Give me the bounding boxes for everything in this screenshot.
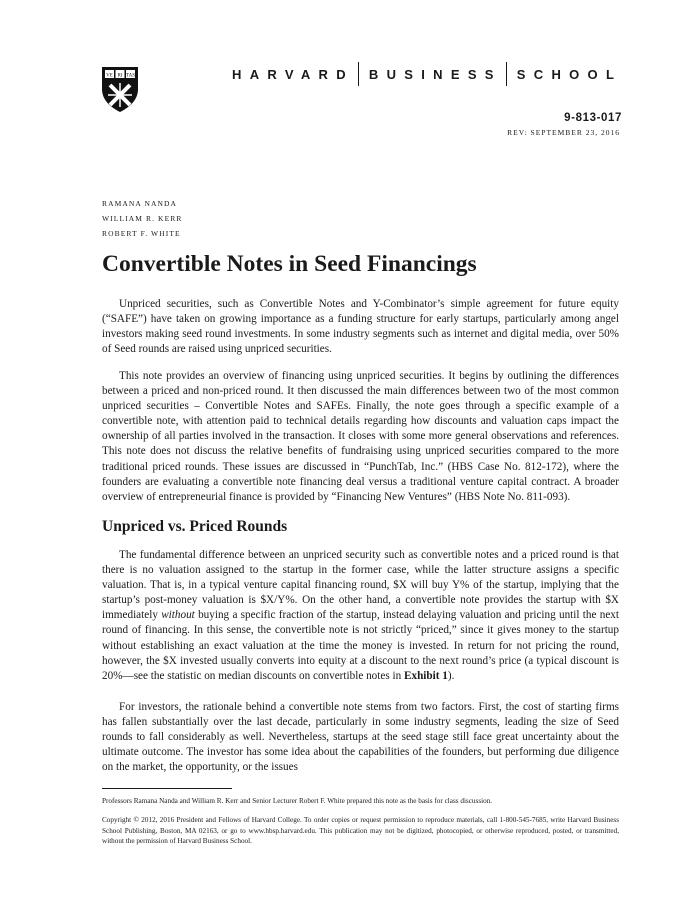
body-paragraph: Unpriced securities, such as Convertible Notes and Y-Combinator’s simple agreement for future equity (“SAFE”) have taken on growing importance as a funding structure for early startups, particularly among angel investors making seed round investments. In some industry segments such as internet and digital media, over 50% of Seed rounds are raised using unpriced securities. <box>102 298 619 356</box>
emphasis-text: without <box>161 609 195 622</box>
svg-text:RI: RI <box>117 73 123 79</box>
wordmark-divider <box>358 62 359 86</box>
paragraph-text: ). <box>447 669 455 682</box>
body-paragraph <box>102 548 619 684</box>
wordmark-harvard: HARVARD <box>232 66 354 82</box>
body-paragraph: This note provides an overview of financing using unpriced securities. It begins by outlining the differences between a priced and non-priced round. It then discussed the main differences between two of the most common unpriced securities – Convertible Notes and SAFEs. Finally, the note goes through a specific example of a convertible note, with attention paid to technical details regarding how discounts and valuation caps impact the ownership of all parties involved in the transaction. It closes with some more general observations and references. This note does not discuss the relative benefits of fundraising using unpriced securities compared to the more traditional priced rounds. These issues are discussed in “PunchTab, Inc.” (HBS Case No. 812-172), where the founders are evaluating a convertible note financing deal versus a traditional venture capital contract. A broader overview of entrepreneurial finance is provided by “Financing New Ventures” (HBS Note No. 811-093). <box>102 370 619 503</box>
body-paragraph: For investors, the rationale behind a convertible note stems from two factors. First, the cost of starting firms has fallen substantially over the last decade, particularly in some industry segments, leading the size of Seed rounds to fall considerably as well. Nevertheless, startups at the seed stage still face great uncertainty about the ultimate outcome. The investor has some idea about the capabilities of the founders, but performing due diligence on the market, the opportunity, or the issues <box>102 701 619 774</box>
svg-text:VE: VE <box>106 73 113 79</box>
wordmark-business: BUSINESS <box>368 66 502 82</box>
revision-date: REV: SEPTEMBER 23, 2016 <box>507 128 620 137</box>
footnote-divider <box>102 788 232 789</box>
svg-text:TAS: TAS <box>125 73 136 79</box>
wordmark-school: SCHOOL <box>516 66 623 82</box>
copyright-notice: Copyright © 2012, 2016 President and Fellows of Harvard College. To order copies or request permission to reproduce materials, call 1-800-545-7685, write Harvard Business School Publishing, Boston, MA 02163, or go to www.hbsp.harvard.edu. This publication may not be digitized, photocopied, or otherwise reproduced, posted, or transmitted, without the permission of Harvard Business School. <box>102 816 619 845</box>
document-title: Convertible Notes in Seed Financings <box>102 251 477 277</box>
author-name: WILLIAM R. KERR <box>102 214 183 223</box>
section-heading: Unpriced vs. Priced Rounds <box>102 518 288 535</box>
paragraph-text: buying a specific fraction of the startup, instead delaying valuation and pricing until the next round of financing. In this sense, the convertible note is not strictly “priced,” since it gives money to the startup without establishing an exact valuation at the time the money is invested. In return for not pricing the round, however, the $X invested usually converts into equity at a discount to the next round’s price (a typical discount is 20%—see the statistic on median discounts on convertible notes in <box>102 609 620 682</box>
shield-icon <box>100 65 140 113</box>
institution-wordmark <box>232 62 622 86</box>
case-number: 9-813-017 <box>564 112 622 124</box>
paragraph-text: The fundamental difference between an unpriced security such as convertible notes and a priced round is that there is no valuation assigned to the startup in the former case, while the latter structure assigns a specific valuation. That is, in a typical venture capital financing round, $X will buy Y% of the startup, implying that the startup’s post-money valuation is $X/Y%. On the other hand, a convertible note provides the startup with $X immediately <box>102 549 619 622</box>
exhibit-reference: Exhibit 1 <box>404 669 448 682</box>
wordmark-divider <box>506 62 507 86</box>
author-name: ROBERT F. WHITE <box>102 229 181 238</box>
footnote-authorship: Professors Ramana Nanda and William R. Kerr and Senior Lecturer Robert F. White prepared this note as the basis for class discussion. <box>102 797 493 805</box>
hbs-shield-logo <box>100 65 140 113</box>
author-name: RAMANA NANDA <box>102 199 178 208</box>
